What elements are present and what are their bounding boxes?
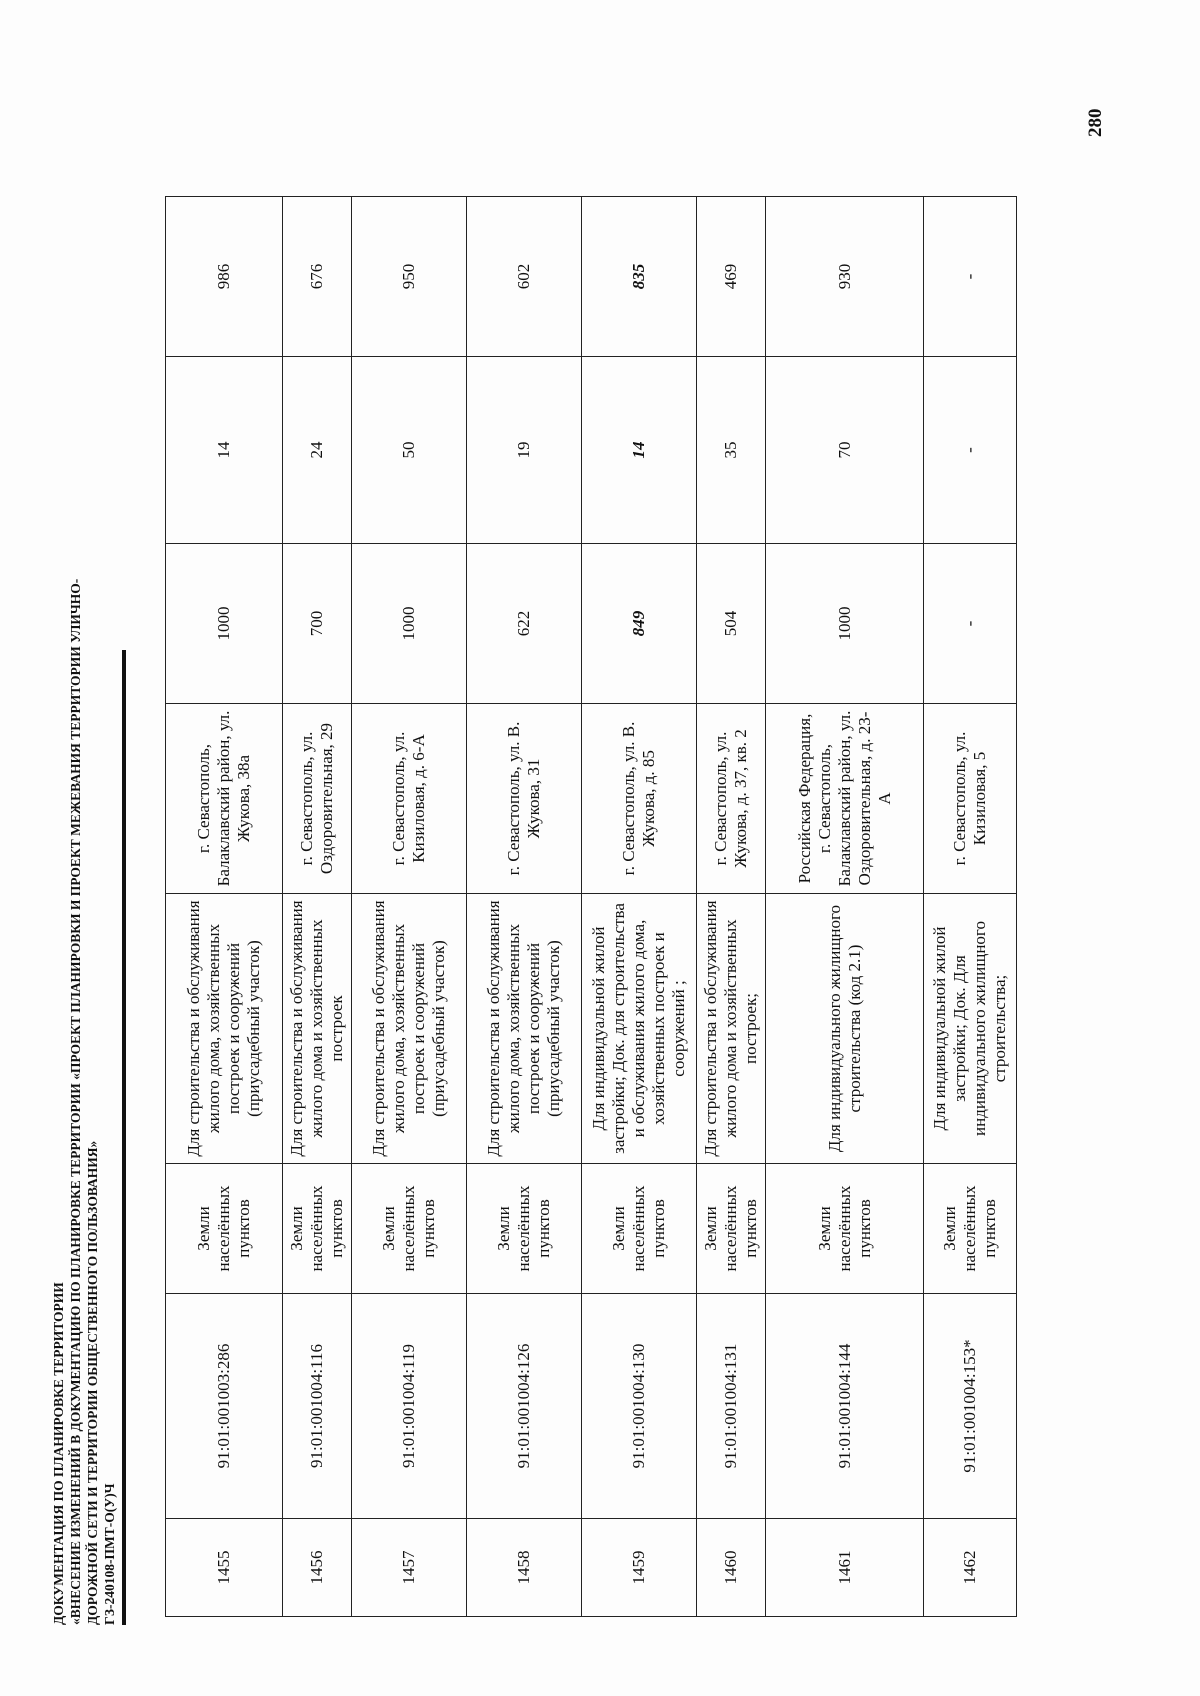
- cell-area-3: 676: [283, 197, 352, 357]
- cell-area-1: -: [924, 544, 1017, 704]
- header-line-1: ДОКУМЕНТАЦИЯ ПО ПЛАНИРОВКЕ ТЕРРИТОРИИ: [51, 1282, 66, 1625]
- cell-cadastral: 91:01:001004:116: [283, 1294, 352, 1519]
- cell-area-2: 14: [166, 357, 283, 544]
- table-row: [582, 197, 697, 1617]
- cell-number: 1456: [283, 1519, 352, 1617]
- cell-area-1: 1000: [352, 544, 467, 704]
- cell-area-1: 1000: [166, 544, 283, 704]
- cell-area-1: 849: [582, 544, 697, 704]
- cell-address: г. Севастополь, ул. Кизиловая, 5: [924, 704, 1017, 894]
- cell-area-1: 1000: [766, 544, 924, 704]
- header-line-2: «ВНЕСЕНИЕ ИЗМЕНЕНИЙ В ДОКУМЕНТАЦИЮ ПО ПЛАНИРОВКЕ ТЕРРИТОРИИ «ПРОЕКТ ПЛАНИРОВКИ И ПРОЕКТ МЕЖЕВАНИЯ ТЕРРИТОРИИ УЛИЧНО-: [68, 578, 83, 1625]
- cell-area-3: 602: [467, 197, 582, 357]
- cell-number: 1455: [166, 1519, 283, 1617]
- cell-use: Для строительства и обслуживания жилого дома, хозяйственных построек и сооружений (приусадебный участок): [166, 894, 283, 1164]
- cell-area-2: 24: [283, 357, 352, 544]
- cell-area-1: 622: [467, 544, 582, 704]
- table-row: [924, 197, 1017, 1617]
- rotated-sheet: [50, 65, 1150, 1625]
- cell-address: Российская Федерация, г. Севастополь, Балаклавский район, ул. Оздоровительная, д. 23-А: [766, 704, 924, 894]
- cell-category: Земли населённых пунктов: [766, 1164, 924, 1294]
- cell-area-2: 50: [352, 357, 467, 544]
- cell-use: Для строительства и обслуживания жилого дома и хозяйственных построек;: [697, 894, 766, 1164]
- cell-cadastral: 91:01:001004:126: [467, 1294, 582, 1519]
- cell-use: Для строительства и обслуживания жилого дома и хозяйственных построек: [283, 894, 352, 1164]
- cell-category: Земли населённых пунктов: [697, 1164, 766, 1294]
- cell-address: г. Севастополь, ул. Оздоровительная, 29: [283, 704, 352, 894]
- cell-area-2: 70: [766, 357, 924, 544]
- cell-area-2: -: [924, 357, 1017, 544]
- cell-cadastral: 91:01:001004:130: [582, 1294, 697, 1519]
- header-rule: [122, 650, 126, 1625]
- cell-number: 1458: [467, 1519, 582, 1617]
- cell-number: 1460: [697, 1519, 766, 1617]
- cell-area-3: 986: [166, 197, 283, 357]
- table-row: [697, 197, 766, 1617]
- cell-area-1: 504: [697, 544, 766, 704]
- cell-use: Для строительства и обслуживания жилого дома, хозяйственных построек и сооружений (приусадебный участок): [467, 894, 582, 1164]
- cell-area-3: 930: [766, 197, 924, 357]
- page-number: 280: [1085, 108, 1106, 137]
- cell-number: 1462: [924, 1519, 1017, 1617]
- table-row: [467, 197, 582, 1617]
- cell-address: г. Севастополь, ул. Жукова, д. 37, кв. 2: [697, 704, 766, 894]
- cell-cadastral: 91:01:001004:153*: [924, 1294, 1017, 1519]
- cell-cadastral: 91:01:001004:119: [352, 1294, 467, 1519]
- table-row: [766, 197, 924, 1617]
- cell-area-2: 19: [467, 357, 582, 544]
- cell-area-3: 835: [582, 197, 697, 357]
- cell-category: Земли населённых пунктов: [283, 1164, 352, 1294]
- cell-area-3: -: [924, 197, 1017, 357]
- table-row: [283, 197, 352, 1617]
- cell-use: Для индивидуального жилищного строительства (код 2.1): [766, 894, 924, 1164]
- cell-cadastral: 91:01:001004:131: [697, 1294, 766, 1519]
- parcel-table: [165, 196, 1017, 1617]
- cell-use: Для индивидуальной жилой застройки; Док. Для индивидуального жилищного строительства;: [924, 894, 1017, 1164]
- cell-category: Земли населённых пунктов: [352, 1164, 467, 1294]
- cell-category: Земли населённых пунктов: [582, 1164, 697, 1294]
- document-header: [50, 125, 118, 1625]
- cell-category: Земли населённых пунктов: [924, 1164, 1017, 1294]
- cell-number: 1459: [582, 1519, 697, 1617]
- cell-number: 1461: [766, 1519, 924, 1617]
- cell-use: Для строительства и обслуживания жилого дома, хозяйственных построек и сооружений (приусадебный участок): [352, 894, 467, 1164]
- cell-address: г. Севастополь, ул. В. Жукова, 31: [467, 704, 582, 894]
- cell-area-2: 14: [582, 357, 697, 544]
- cell-area-3: 950: [352, 197, 467, 357]
- header-line-3: ДОРОЖНОЙ СЕТИ И ТЕРРИТОРИИ ОБЩЕСТВЕННОГО ПОЛЬЗОВАНИЯ»: [85, 1140, 100, 1625]
- cell-number: 1457: [352, 1519, 467, 1617]
- cell-area-1: 700: [283, 544, 352, 704]
- cell-category: Земли населённых пунктов: [467, 1164, 582, 1294]
- cell-cadastral: 91:01:001003:286: [166, 1294, 283, 1519]
- cell-cadastral: 91:01:001004:144: [766, 1294, 924, 1519]
- cell-area-2: 35: [697, 357, 766, 544]
- cell-use: Для индивидуальной жилой застройки; Док. для строительства и обслуживания жилого дома, хозяйственных построек и сооружений ;: [582, 894, 697, 1164]
- table-row: [166, 197, 283, 1617]
- cell-address: г. Севастополь, Балаклавский район, ул. Жукова, 38а: [166, 704, 283, 894]
- cell-area-3: 469: [697, 197, 766, 357]
- cell-category: Земли населённых пунктов: [166, 1164, 283, 1294]
- cell-address: г. Севастополь, ул. Кизиловая, д. 6-А: [352, 704, 467, 894]
- cell-address: г. Севастополь, ул. В. Жукова, д. 85: [582, 704, 697, 894]
- header-line-4: ГЗ-240108-ПМТ-О(У)Ч: [102, 1483, 117, 1625]
- table-row: [352, 197, 467, 1617]
